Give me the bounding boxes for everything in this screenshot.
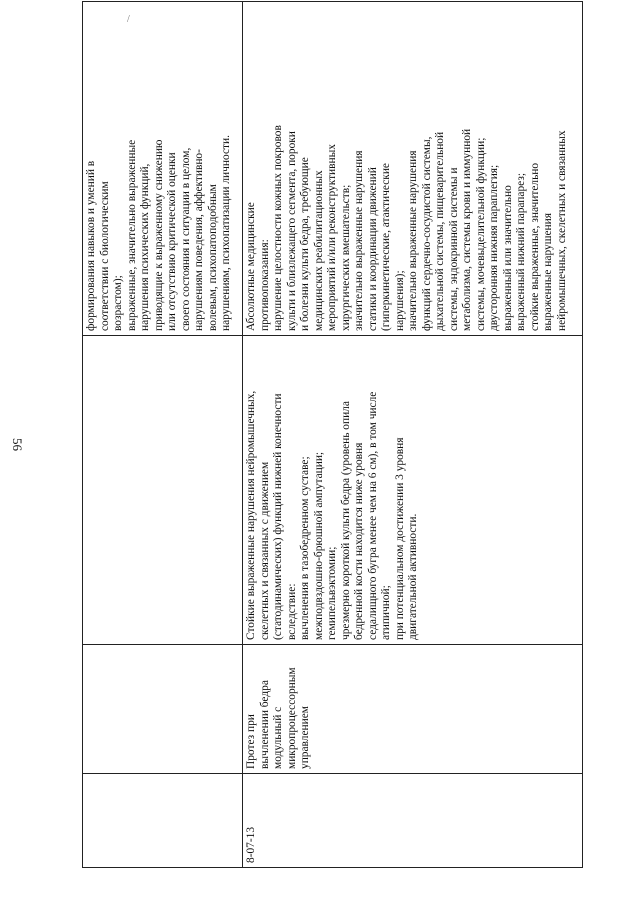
text-line: при потенциальном достижении 3 уровня — [393, 437, 406, 640]
text-line: волевым, психопатоподобным — [206, 184, 219, 331]
text-line: нарушениям поведения, аффективно- — [193, 149, 205, 331]
cell-contraindications — [243, 2, 583, 336]
text-line: нарушения); — [393, 270, 406, 331]
text-line: Абсолютные медицинские — [245, 202, 257, 331]
text-line: двигательной активности. — [407, 513, 419, 640]
text-line: нарушения психических функций, — [139, 163, 151, 331]
text-line: микропроцессорным — [285, 667, 298, 769]
text-line: своего состояния и ситуации в целом, — [179, 147, 192, 331]
text-line: вычленения в тазобедренном суставе; — [299, 456, 311, 640]
text-line: (гиперкинетические, атактические — [380, 163, 392, 331]
text-line: стойкие выраженные, значительно — [528, 162, 541, 331]
cell-code — [243, 774, 583, 868]
indications-text — [245, 340, 421, 640]
text-line: медицинских реабилитационных — [312, 170, 325, 331]
contraindications-continued-text — [85, 6, 234, 331]
cell-name-empty — [83, 645, 243, 774]
device-table — [82, 1, 583, 868]
scan-mark: / — [127, 14, 130, 25]
text-line: вычленении бедра — [258, 680, 271, 769]
text-line: возрастом); — [112, 275, 124, 331]
text-line: чрезмерно короткой культи бедра (уровень опила — [339, 401, 352, 640]
text-line: дыхательной системы, пищеварительной — [434, 131, 446, 331]
text-line: значительно выраженные нарушения — [353, 150, 365, 331]
text-line: нейромышечных, скелетных и связанных — [555, 130, 568, 331]
text-line: вследствие: — [285, 583, 298, 640]
text-line: культи и близлежащего сегмента, пороки — [285, 131, 298, 331]
cell-contraindications-continued — [83, 2, 243, 336]
text-line: статики и координации движений — [366, 167, 379, 331]
text-line: выраженные нарушения — [542, 213, 554, 331]
text-line: выраженный или значительно — [501, 185, 514, 331]
text-line: гемипельвэктомии; — [326, 546, 338, 640]
text-line: соответствии с биологическим — [98, 181, 111, 331]
device-name-text — [245, 649, 313, 769]
text-line: значительно выраженные нарушения — [407, 150, 419, 331]
table-row-8-07-13 — [243, 2, 583, 868]
text-line: и болезни культи бедра, требующие — [299, 157, 311, 331]
cell-indications-empty — [83, 336, 243, 645]
table-row-continuation — [83, 2, 243, 868]
text-line: нарушение целостности кожных покровов — [272, 125, 284, 331]
text-line: бедренной кости находится ниже уровня — [353, 442, 365, 640]
text-line: Протез при — [245, 714, 257, 769]
text-line: выраженный нижний парапарез; — [515, 172, 527, 331]
text-line: двусторонняя нижняя параплегия; — [488, 164, 500, 331]
device-code: 8-07-13 — [245, 826, 257, 863]
text-line: мероприятий и/или реконструктивных — [326, 144, 338, 331]
text-line: метаболизма, системы крови и иммунной — [461, 128, 473, 331]
cell-code-empty — [83, 774, 243, 868]
text-line: системы, мочевыделительной функции; — [474, 137, 487, 331]
text-line: скелетных и связанных с движением — [258, 461, 271, 640]
text-line: межподвздошно-брюшной ампутации; — [312, 451, 325, 640]
text-line: хирургических вмешательств; — [339, 184, 352, 331]
page-number: 56 — [10, 438, 25, 451]
text-line: приводящие к выраженному снижению — [152, 139, 165, 331]
text-line: или отсутствию критической оценки — [166, 152, 178, 331]
cell-indications — [243, 336, 583, 645]
text-line: (статодинамических) функций нижней конечности — [272, 393, 284, 640]
text-line: системы, эндокринной системы и — [447, 167, 460, 331]
text-line: формирования навыков и умений в — [85, 160, 97, 331]
text-line: атипичной; — [380, 585, 392, 640]
text-line: седалищного бугра менее чем на 6 см), в том числе — [366, 391, 379, 640]
text-line: нарушениям, психопатизации личности. — [220, 135, 232, 331]
contraindications-text — [245, 6, 569, 331]
cell-name — [243, 645, 583, 774]
rotated-table-sheet — [82, 38, 582, 868]
text-line: выраженные, значительно выраженные — [125, 139, 138, 331]
text-line: модульный с — [272, 706, 284, 769]
text-line: функций сердечно-сосудистой системы, — [420, 136, 433, 331]
text-line: управлением — [299, 706, 311, 769]
text-line: противопоказания: — [258, 239, 271, 331]
text-line: Стойкие выраженные нарушения нейромышечных, — [245, 390, 257, 640]
